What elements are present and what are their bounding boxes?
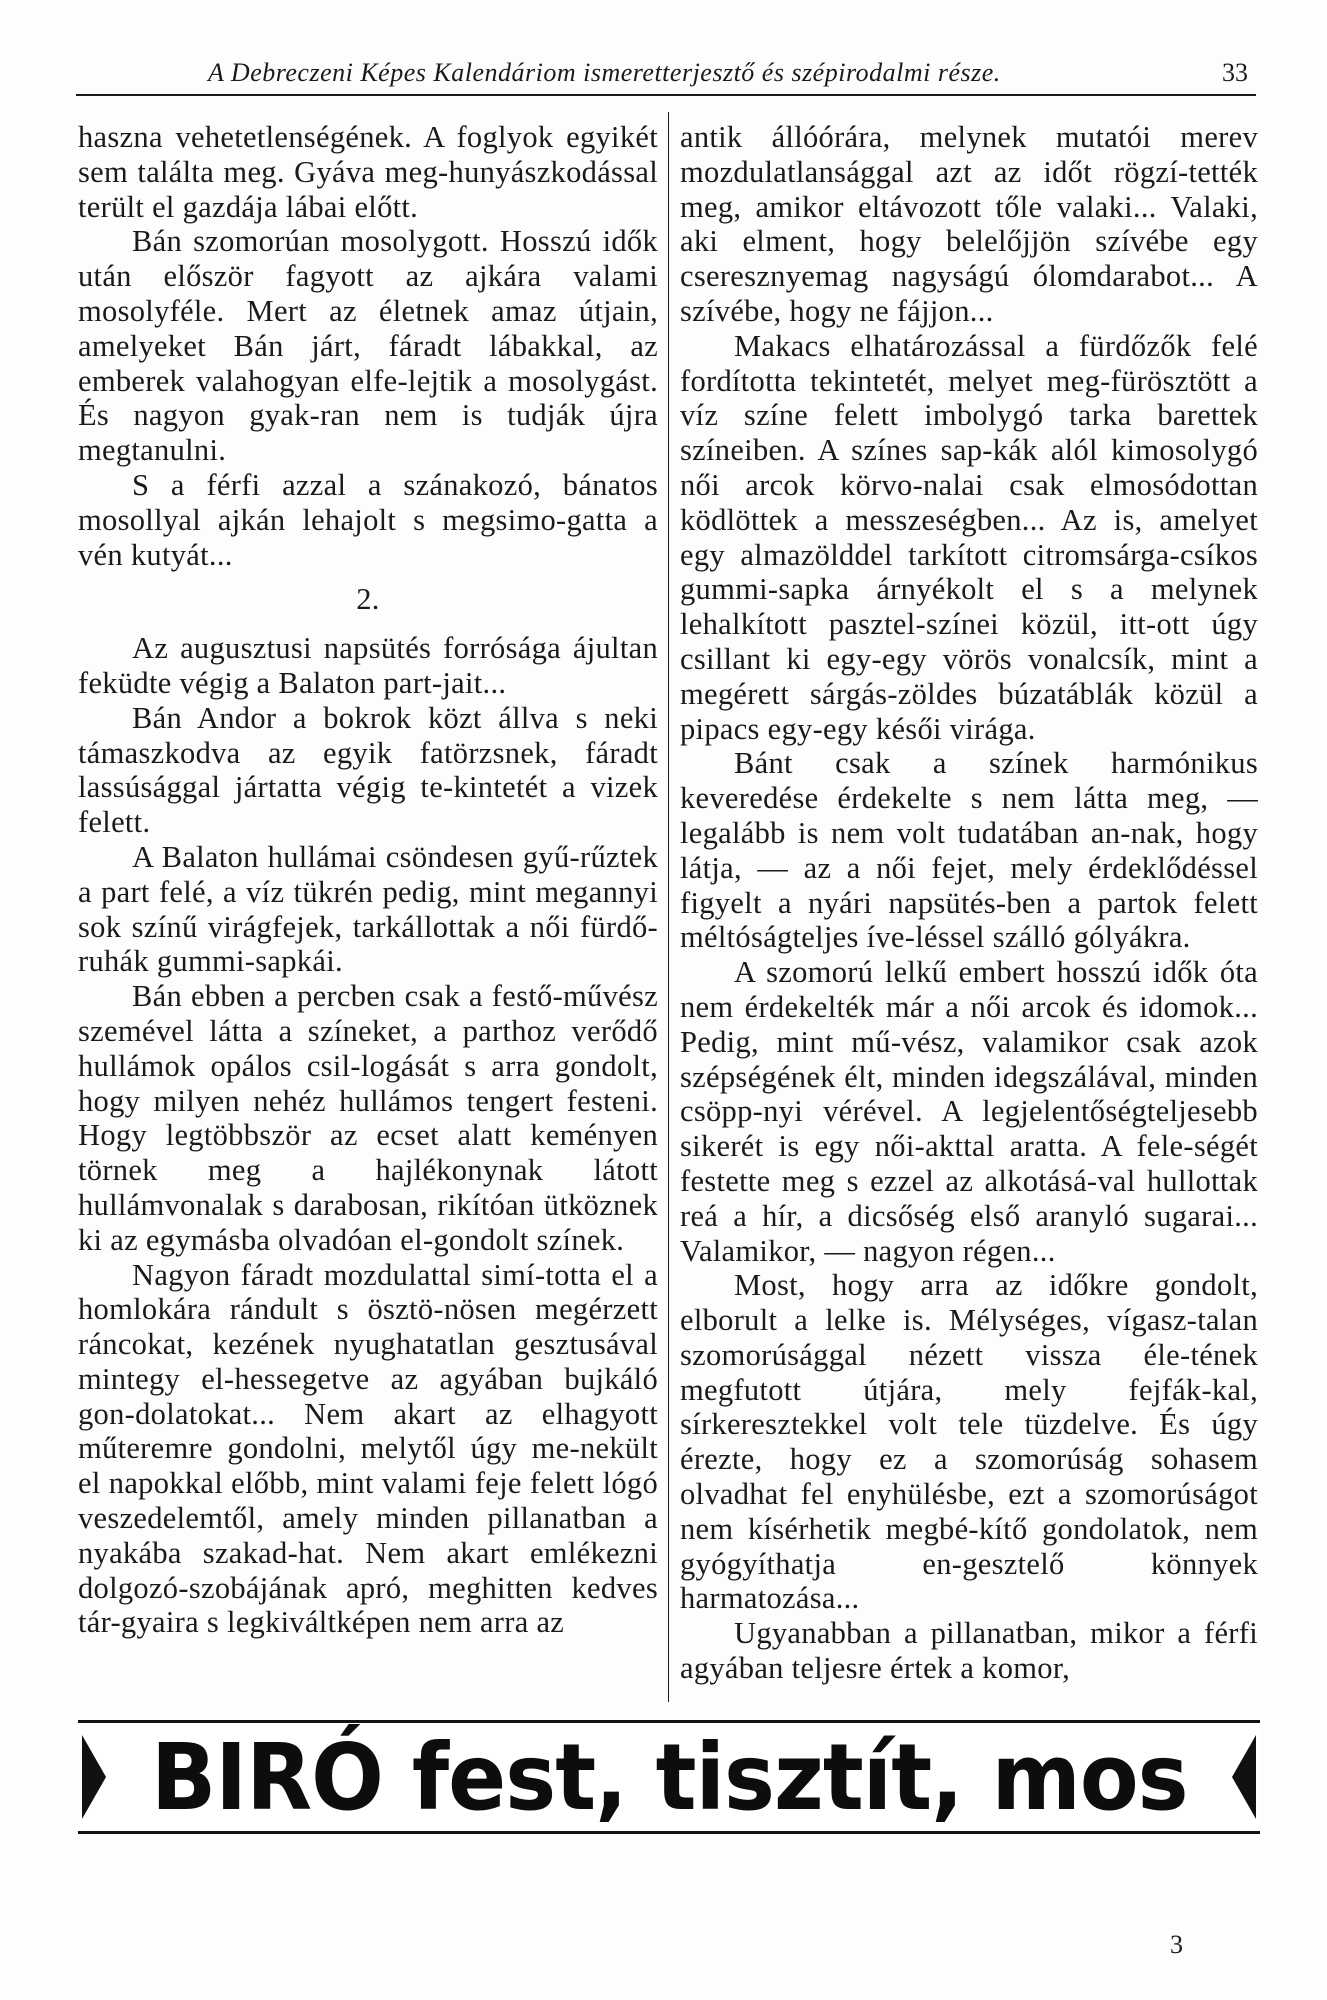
paragraph: Bán ebben a percben csak a festő-művész szemével látta a színeket, a parthoz verődő hullámok opálos csil-logását s arra gondolt, hogy milyen nehéz hullámos tengert festeni. Hogy legtöbbször az ecset alatt keményen törnek meg a hajlékonynak látott hullámvonalak s darabosan, rikítóan ütköznek ki az egymásba olvadóan el-gondolt színek. bbox=[78, 979, 658, 1257]
advertisement-banner bbox=[78, 1720, 1260, 1834]
signature-number: 3 bbox=[1170, 1930, 1183, 1959]
left-column bbox=[78, 120, 658, 1640]
page-header bbox=[76, 52, 1256, 96]
paragraph: Ugyanabban a pillanatban, mikor a férfi agyában teljesre értek a komor, bbox=[680, 1616, 1258, 1686]
paragraph: S a férfi azzal a szánakozó, bánatos mosollyal ajkán lehajolt s megsimo-gatta a vén kutyát... bbox=[78, 467, 658, 572]
paragraph: Most, hogy arra az időkre gondolt, elborult a lelke is. Mélységes, vígasz-talan szomorúsággal nézett vissza éle-tének megfutott útjára, mely fejfák-kal, sírkeresztekkel volt tele tüzdelve. És úgy érezte, hogy ez a szomorúság sohasem olvadhat fel enyhülésbe, ezt a szomorúságot nem kísérhetik megbé-kítő gondolatok, nem gyógyíthatja en-gesztelő könnyek harmatozása... bbox=[680, 1268, 1258, 1616]
paragraph: Bán Andor a bokrok közt állva s neki támaszkodva az egyik fatörzsnek, fáradt lassúsággal jártatta végig te-kintetét a vizek felett. bbox=[78, 700, 658, 840]
paragraph: A szomorú lelkű embert hosszú idők óta nem érdekelték már a női arcok és idomok... Pedig, mint mű-vész, valamikor csak azok szépségének élt, minden idegszálával, minden csöpp-nyi vérével. A legjelentőségteljesebb sikerét is egy női-akttal aratta. A fele-ségét festette meg s ezzel az alkotásá-val hullottak reá a hír, a dicsőség első aranyló sugarai... Valamikor, — nagyon régen... bbox=[680, 955, 1258, 1268]
running-title: A Debreczeni Képes Kalendáriom ismeretterjesztő és szépirodalmi része. bbox=[208, 58, 1001, 87]
paragraph: A Balaton hullámai csöndesen gyű-rűztek a part felé, a víz tükrén pedig, mint megannyi sok színű virágfejek, tarkállottak a női fürdő-ruhák gummi-sapkái. bbox=[78, 839, 658, 979]
paragraph: Az augusztusi napsütés forrósága ájultan feküdte végig a Balaton part-jait... bbox=[78, 631, 658, 700]
page-number: 33 bbox=[1222, 58, 1248, 87]
advertisement-text: BIRÓ fest, tisztít, mos bbox=[150, 1723, 1188, 1831]
arrow-left-icon bbox=[82, 1735, 106, 1819]
paragraph: Bánt csak a színek harmónikus keveredése érdekelte s nem látta meg, — legalább is nem volt tudatában an-nak, hogy látja, — az a női fejet, mely érdeklődéssel figyelt a nyári napsütés-ben a partok felett méltóságteljes íve-léssel szálló gólyákra. bbox=[680, 746, 1258, 955]
paragraph: Bán szomorúan mosolygott. Hosszú idők után először fagyott az ajkára valami mosolyféle. Mert az életnek amaz útjain, amelyeket Bán járt, fáradt lábakkal, az emberek valahogyan elfe-lejtik a mosolygást. És nagyon gyak-ran nem is tudják újra megtanulni. bbox=[78, 224, 658, 468]
section-number: 2. bbox=[356, 582, 380, 617]
paragraph: haszna vehetetlenségének. A foglyok egyikét sem találta meg. Gyáva meg-hunyászkodással terült el gazdája lábai előtt. bbox=[78, 120, 658, 224]
column-divider bbox=[668, 112, 669, 1702]
paragraph: Nagyon fáradt mozdulattal simí-totta el a homlokára rándult s ösztö-nösen megérzett ráncokat, kezének nyughatatlan gesztusával mintegy el-hessegetve az agyában bujkáló gon-dolatokat... Nem akart az elhagyott műteremre gondolni, melytől úgy me-nekült el napokkal előbb, mint valami feje felett lógó veszedelemtől, amely minden pillanatban a nyakába szakad-hat. Nem akart emlékezni dolgozó-szobájának apró, meghitten kedves tár-gyaira s legkiváltképen nem arra az bbox=[78, 1257, 658, 1640]
paragraph: Makacs elhatározással a fürdőzők felé fordította tekintetét, melyet meg-fürösztött a víz színe felett imbolygó tarka barettek színeiben. A színes sap-kák alól kimosolygó női arcok körvo-nalai csak elmosódottan ködlöttek a messzeségben... Az is, amelyet egy almazölddel tarkított citromsárga-csíkos gummi-sapka árnyékolt el s a melynek lehalkított pasztel-színei közül, itt-ott úgy csillant ki egy-egy vörös vonalcsík, mint a megérett sárgás-zöldes búzatáblák közül a pipacs egy-egy késői virága. bbox=[680, 328, 1258, 746]
arrow-right-icon bbox=[1232, 1735, 1256, 1819]
right-column bbox=[680, 120, 1258, 1686]
paragraph: antik állóórára, melynek mutatói merev mozdulatlansággal azt az időt rögzí-tették meg, amikor eltávozott tőle valaki... Valaki, aki elment, hogy belelőjjön szívébe egy cseresznyemag nagyságú ólomdarabot... A szívébe, hogy ne fájjon... bbox=[680, 120, 1258, 328]
